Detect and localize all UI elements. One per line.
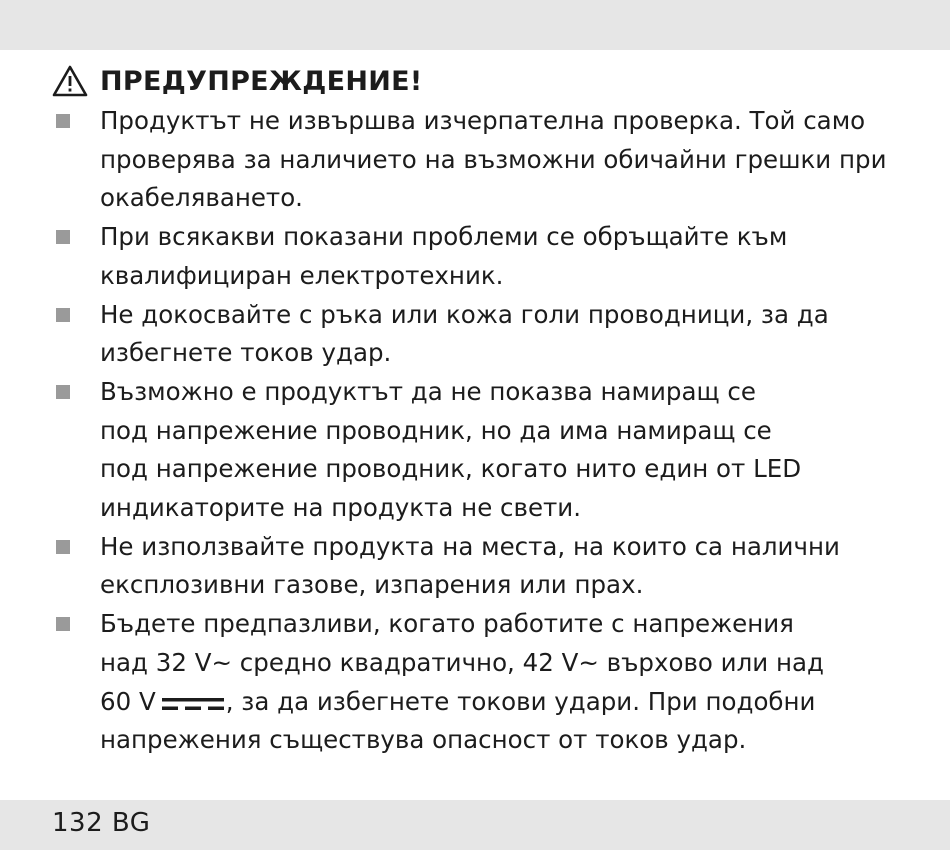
list-item (52, 373, 932, 528)
item-line: под напрежение проводник, но да има намиращ се (100, 415, 772, 445)
list-item (52, 218, 932, 295)
square-bullet-icon (56, 617, 70, 631)
dc-voltage-icon (162, 696, 224, 712)
item-line (100, 683, 932, 722)
warning-heading (52, 60, 423, 102)
warning-list (52, 102, 932, 760)
square-bullet-icon (56, 540, 70, 554)
item-line: При всякакви показани проблеми се обръщайте към (100, 222, 788, 252)
item-line: окабеляването. (100, 183, 303, 213)
item-line: избегнете токов удар. (100, 338, 392, 368)
warning-triangle-icon (52, 65, 88, 97)
language-code: BG (111, 808, 151, 838)
item-line: Бъдете предпазливи, когато работите с напрежения (100, 609, 794, 639)
item-line: Продуктът не извършва изчерпателна проверка. Той само (100, 106, 866, 135)
list-item (52, 102, 932, 218)
square-bullet-icon (56, 308, 70, 322)
item-line: проверява за наличието на възможни обичайни грешки при (100, 144, 887, 174)
item-line: квалифициран електротехник. (100, 260, 504, 290)
voltage-suffix: , за да избегнете токови удари. При подобни (225, 686, 816, 716)
square-bullet-icon (56, 230, 70, 244)
list-item (52, 296, 932, 373)
top-band (0, 0, 950, 50)
voltage-prefix: 60 V (100, 686, 156, 716)
square-bullet-icon (56, 385, 70, 399)
item-line: Не използвайте продукта на места, на които са налични (100, 531, 840, 561)
item-line: Не докосвайте с ръка или кожа голи проводници, за да (100, 299, 829, 329)
item-line: експлозивни газове, изпарения или прах. (100, 570, 644, 600)
list-item (52, 605, 932, 760)
item-line: над 32 V~ средно квадратично, 42 V~ върхово или над (100, 647, 824, 677)
item-line: индикаторите на продукта не свети. (100, 493, 582, 523)
item-line: напрежения съществува опасност от токов удар. (100, 725, 747, 755)
page-footer (52, 808, 150, 838)
item-line: Възможно е продуктът да не показва намиращ се (100, 376, 756, 406)
list-item (52, 528, 932, 605)
warning-title: ПРЕДУПРЕЖДЕНИЕ! (100, 65, 423, 97)
page-number: 132 (52, 808, 104, 838)
item-line: под напрежение проводник, когато нито един от LED (100, 454, 802, 484)
square-bullet-icon (56, 114, 70, 128)
